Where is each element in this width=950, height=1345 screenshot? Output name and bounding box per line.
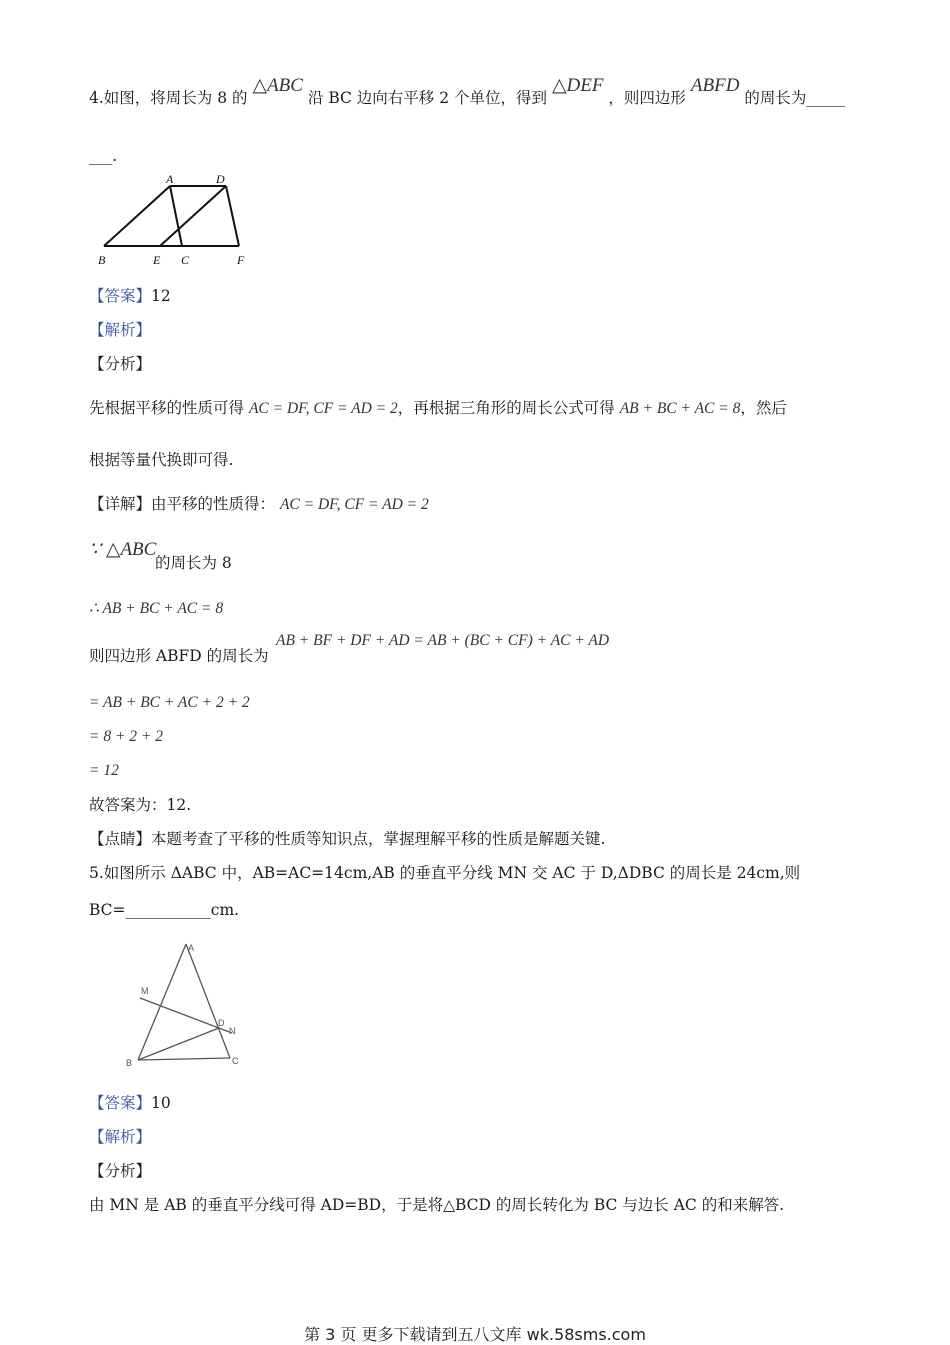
fenxi-tag-5: 【分析】 — [89, 1162, 152, 1180]
therefore-line: ∴ AB + BC + AC = 8 — [89, 600, 224, 617]
equation-step-3: = 12 — [89, 762, 119, 779]
equation-step-1: = AB + BC + AC + 2 + 2 — [89, 694, 250, 711]
perimeter-expression: AB + BF + DF + AD = AB + (BC + CF) + AC + AD — [276, 632, 610, 649]
label-d: D — [216, 172, 225, 186]
segment-ac — [186, 944, 230, 1058]
figure-triangle-perpendicular-bisector — [118, 934, 253, 1074]
segment-ab — [138, 944, 186, 1060]
label-b: B — [126, 1058, 133, 1068]
label-a: A — [166, 172, 174, 186]
figure-parallelogram-translation — [92, 172, 262, 270]
answer-5: 【答案】10 — [89, 1094, 171, 1112]
answer-4: 【答案】12 — [89, 287, 171, 305]
dianjing-4: 【点睛】本题考查了平移的性质等知识点，掌握理解平移的性质是解题关键. — [89, 830, 606, 848]
analysis-tag-5: 【解析】 — [89, 1128, 152, 1146]
question-5-line-2: BC=___________cm. — [89, 901, 240, 919]
label-a: A — [188, 943, 195, 953]
label-c: C — [181, 253, 190, 267]
equation-step-2: = 8 + 2 + 2 — [89, 728, 164, 745]
question-5-line-1: 5.如图所示 ΔABC 中，AB=AC=14cm,AB 的垂直平分线 MN 交 AC 于 D,ΔDBC 的周长是 24cm,则 — [89, 864, 801, 882]
page-footer: 第 3 页 更多下载请到五八文库 wk.58sms.com — [304, 1325, 646, 1344]
because-text: 的周长为 8 — [155, 554, 232, 572]
label-n: N — [229, 1026, 236, 1036]
final-answer-4: 故答案为：12. — [89, 796, 192, 814]
math-triangle-def: △DEF — [551, 75, 604, 96]
question-4-line-1: 4.如图，将周长为 8 的 △ABC 沿 BC 边向右平移 2 个单位，得到 △DEF ，则四边形 ABFD 的周长为_____ — [89, 75, 846, 107]
fenxi-4-line-1: 先根据平移的性质可得 AC = DF, CF = AD = 2，再根据三角形的周长公式可得 AB + BC + AC = 8，然后 — [89, 399, 787, 417]
fenxi-tag-4: 【分析】 — [89, 355, 152, 373]
segment-df — [226, 186, 239, 246]
analysis-tag-4: 【解析】 — [89, 321, 152, 339]
segment-bd — [138, 1028, 219, 1060]
because-line: ∵ △ABC — [89, 539, 157, 560]
label-d: D — [218, 1018, 225, 1028]
fenxi-5-text: 由 MN 是 AB 的垂直平分线可得 AD=BD，于是将△BCD 的周长转化为 BC 与边长 AC 的和来解答. — [89, 1196, 785, 1214]
math-triangle-abc: △ABC — [252, 75, 303, 96]
segment-ac — [170, 186, 182, 246]
segment-ab — [104, 186, 170, 246]
xiangjie-4: 【详解】由平移的性质得： AC = DF, CF = AD = 2 — [89, 495, 429, 513]
label-f: F — [237, 253, 245, 267]
label-c: C — [232, 1056, 239, 1066]
label-m: M — [141, 986, 149, 996]
perimeter-text: 则四边形 ABFD 的周长为 — [89, 647, 269, 665]
label-b: B — [98, 253, 106, 267]
label-e: E — [153, 253, 161, 267]
fenxi-4-line-2: 根据等量代换即可得. — [89, 451, 234, 469]
math-abfd: ABFD — [690, 75, 740, 96]
segment-de — [160, 186, 226, 246]
segment-bc — [138, 1058, 230, 1060]
question-4-line-2: ___. — [89, 147, 118, 165]
